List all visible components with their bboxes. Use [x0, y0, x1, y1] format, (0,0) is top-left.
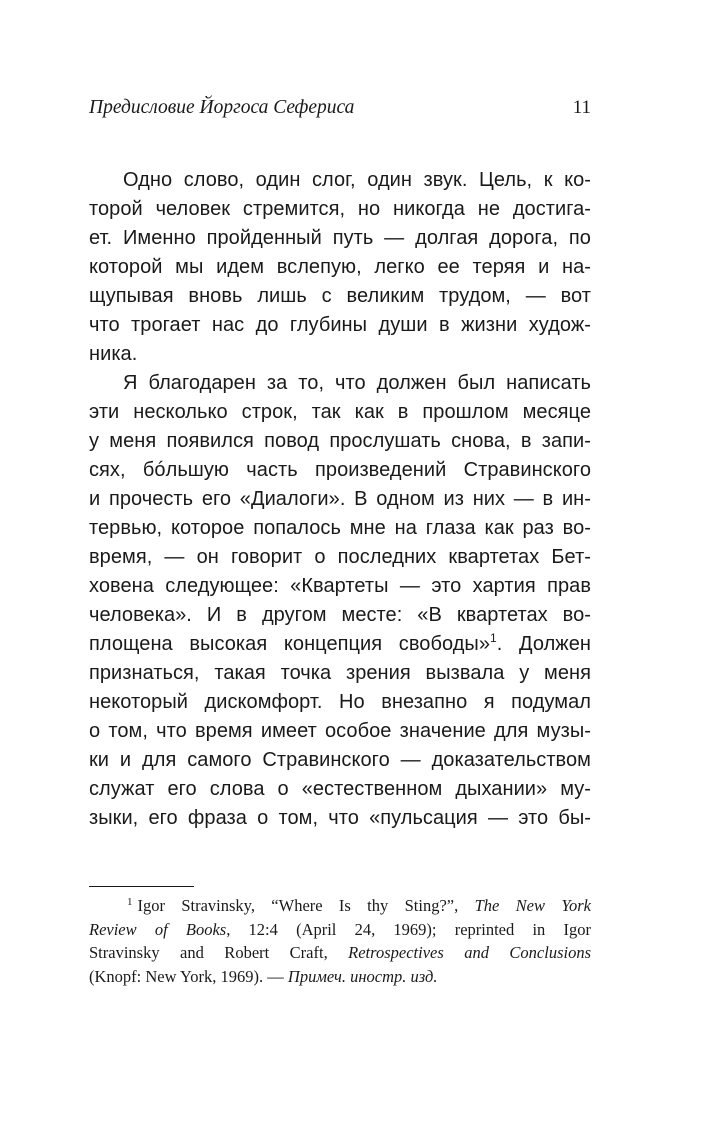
text-line: у меня появился повод прослушать снова, в запи-	[89, 430, 591, 452]
text-line: время, — он говорит о последних квартетах Бет-	[89, 546, 591, 568]
footnote-book-title: Retrospectives and Conclusions	[348, 943, 591, 962]
footnote	[89, 894, 591, 988]
text-line: ет. Именно пройденный путь — долгая дорога, по	[89, 227, 591, 249]
text-line: некоторый дискомфорт. Но внезапно я подумал	[89, 691, 591, 713]
text-line: о том, что время имеет особое значение для музы-	[89, 720, 591, 742]
footnote-marker: 1	[127, 896, 133, 908]
text-line: сях, бóльшую часть произведений Стравинского	[89, 459, 591, 481]
text-line: и прочесть его «Диалоги». В одном из них — в ин-	[89, 488, 591, 510]
text-line: ника.	[89, 343, 138, 365]
running-title: Предисловие Йоргоса Сефериса	[89, 97, 355, 118]
footnote-line	[89, 894, 591, 918]
text-line: которой мы идем вслепую, легко ее теряя и на-	[89, 256, 591, 278]
text-line: что трогает нас до глубины души в жизни худож-	[89, 314, 591, 336]
text-line: Я благодарен за то, что должен был написать	[123, 372, 591, 394]
page-number: 11	[572, 97, 591, 118]
footnote-line	[89, 965, 591, 989]
footnote-line	[89, 918, 591, 942]
text-line: зыки, его фраза о том, что «пульсация — это бы-	[89, 807, 591, 829]
footnote-divider	[89, 886, 194, 887]
text-line: ховена следующее: «Квартеты — это хартия прав	[89, 575, 591, 597]
footnote-segment: , 12:4 (April 24, 1969); reprinted in Igor	[226, 919, 591, 939]
main-text	[89, 166, 591, 833]
footnote-note: Примеч. иностр. изд.	[287, 966, 438, 986]
footnote-journal-title: The New York	[474, 896, 591, 915]
footnote-journal-title: Review of Books	[89, 919, 227, 939]
text-segment: . Должен	[496, 633, 592, 655]
footnote-line	[89, 941, 591, 965]
text-line: эти несколько строк, так как в прошлом месяце	[89, 401, 591, 423]
text-line: человека». И в другом месте: «В квартетах во-	[89, 604, 591, 626]
text-segment: площена высокая концепция свободы»	[89, 633, 491, 655]
footnote-segment: Igor Stravinsky, “Where Is thy Sting?”,	[137, 896, 459, 915]
text-line: торой человек стремится, но никогда не достига-	[89, 198, 591, 220]
running-header	[89, 96, 591, 120]
footnote-segment: Stravinsky and Robert Craft,	[89, 943, 328, 962]
text-line: щупывая вновь лишь с великим трудом, — вот	[89, 285, 591, 307]
text-line: Одно слово, один слог, один звук. Цель, к ко-	[123, 169, 591, 191]
text-line: признаться, такая точка зрения вызвала у меня	[89, 662, 591, 684]
text-line: ки и для самого Стравинского — доказательством	[89, 749, 591, 771]
footnote-segment: (Knopf: New York, 1969). —	[89, 966, 284, 986]
text-line-with-footnote	[89, 630, 591, 659]
text-line: служат его слова о «естественном дыхании» му-	[89, 778, 591, 800]
text-line: тервью, которое попалось мне на глаза как раз во-	[89, 517, 591, 539]
footnote-reference[interactable]: 1	[490, 631, 497, 645]
